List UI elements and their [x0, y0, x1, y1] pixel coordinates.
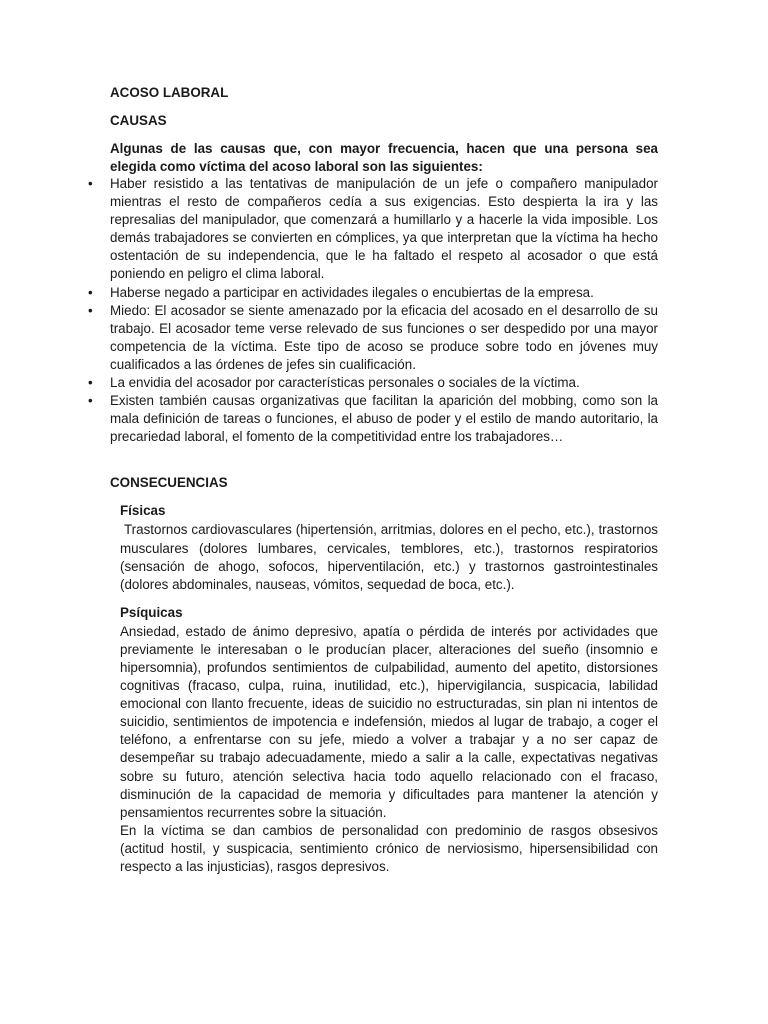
psychic-subheading: Psíquicas	[120, 604, 183, 620]
cause-item: • La envidia del acosador por características personales o sociales de la víctima.	[110, 374, 658, 392]
cause-item: • Existen también causas organizativas que facilitan la aparición del mobbing, como son la mala definición de tareas o funciones, el abuso de poder y el estilo de mando autoritario, la precariedad laboral, el fomento de la competitividad entre los trabajadores…	[110, 392, 658, 446]
personality-text: En la víctima se dan cambios de personalidad con predominio de rasgos obsesivos (actitud hostil, y suspicacia, sentimiento crónico de nerviosismo, hipersensibilidad con respecto a las injusticias), rasgos depresivos.	[120, 822, 658, 874]
consequences-heading: CONSECUENCIAS	[110, 475, 228, 491]
physical-section	[120, 502, 658, 593]
psychic-section	[120, 604, 658, 876]
cause-item: • Miedo: El acosador se siente amenazado por la eficacia del acosado en el desarrollo de su trabajo. El acosador teme verse relevado de sus funciones o ser despedido por una mayor competencia de la víctima. Este tipo de acoso se produce sobre todo en jóvenes muy cualificados a las órdenes de jefes sin cualificación.	[110, 302, 658, 374]
causes-list	[110, 175, 658, 446]
psychic-text: Ansiedad, estado de ánimo depresivo, apatía o pérdida de interés por actividades que previamente le interesaban o le producían placer, alteraciones del sueño (insomnio e hipersomnia), profundos sentimientos de culpabilidad, aumento del apetito, distorsiones cognitivas (fracaso, culpa, ruina, inutilidad, etc.), hipervigilancia, suspicacia, labilidad emocional con llanto frecuente, ideas de suicidio no estructuradas, sin plan ni intentos de suicidio, sentimientos de impotencia e indefensión, miedos al lugar de trabajo, a coger el teléfono, a enfrentarse con su jefe, miedo a volver a trabajar y a no ser capaz de desempeñar su trabajo adecuadamente, miedo a salir a la calle, expectativas negativas sobre su futuro, atención selectiva hacia todo aquello relacionado con el fracaso, disminución de la capacidad de memoria y dificultades para mantener la atención y pensamientos recurrentes sobre la situación.	[120, 623, 658, 820]
physical-text: Trastornos cardiovasculares (hipertensión, arritmias, dolores en el pecho, etc.), trastornos musculares (dolores lumbares, cervicales, temblores, etc.), trastornos respiratorios (sensación de ahogo, sofocos, hiperventilación, etc.) y trastornos gastrointestinales (dolores abdominales, nauseas, vómitos, sequedad de boca, etc.).	[120, 522, 658, 592]
cause-item: • Haberse negado a participar en actividades ilegales o encubiertas de la empresa.	[110, 284, 658, 302]
causes-heading: CAUSAS	[110, 113, 167, 128]
document-title: ACOSO LABORAL	[110, 85, 229, 100]
document-body	[110, 84, 658, 876]
cause-item: • Haber resistido a las tentativas de manipulación de un jefe o compañero manipulador mientras el resto de compañeros cedía a sus exigencias. Esto despierta la ira y las represalias del manipulador, que comenzará a humillarlo y a hacerle la vida imposible. Los demás trabajadores se convierten en cómplices, ya que interpretan que la víctima ha hecho ostentación de su independencia, que le ha faltado el respeto al acosador o que está poniendo en peligro el clima laboral.	[110, 175, 658, 284]
physical-subheading: Físicas	[120, 503, 166, 519]
causes-intro: Algunas de las causas que, con mayor frecuencia, hacen que una persona sea elegida como víctima del acoso laboral son las siguientes:	[110, 141, 658, 174]
